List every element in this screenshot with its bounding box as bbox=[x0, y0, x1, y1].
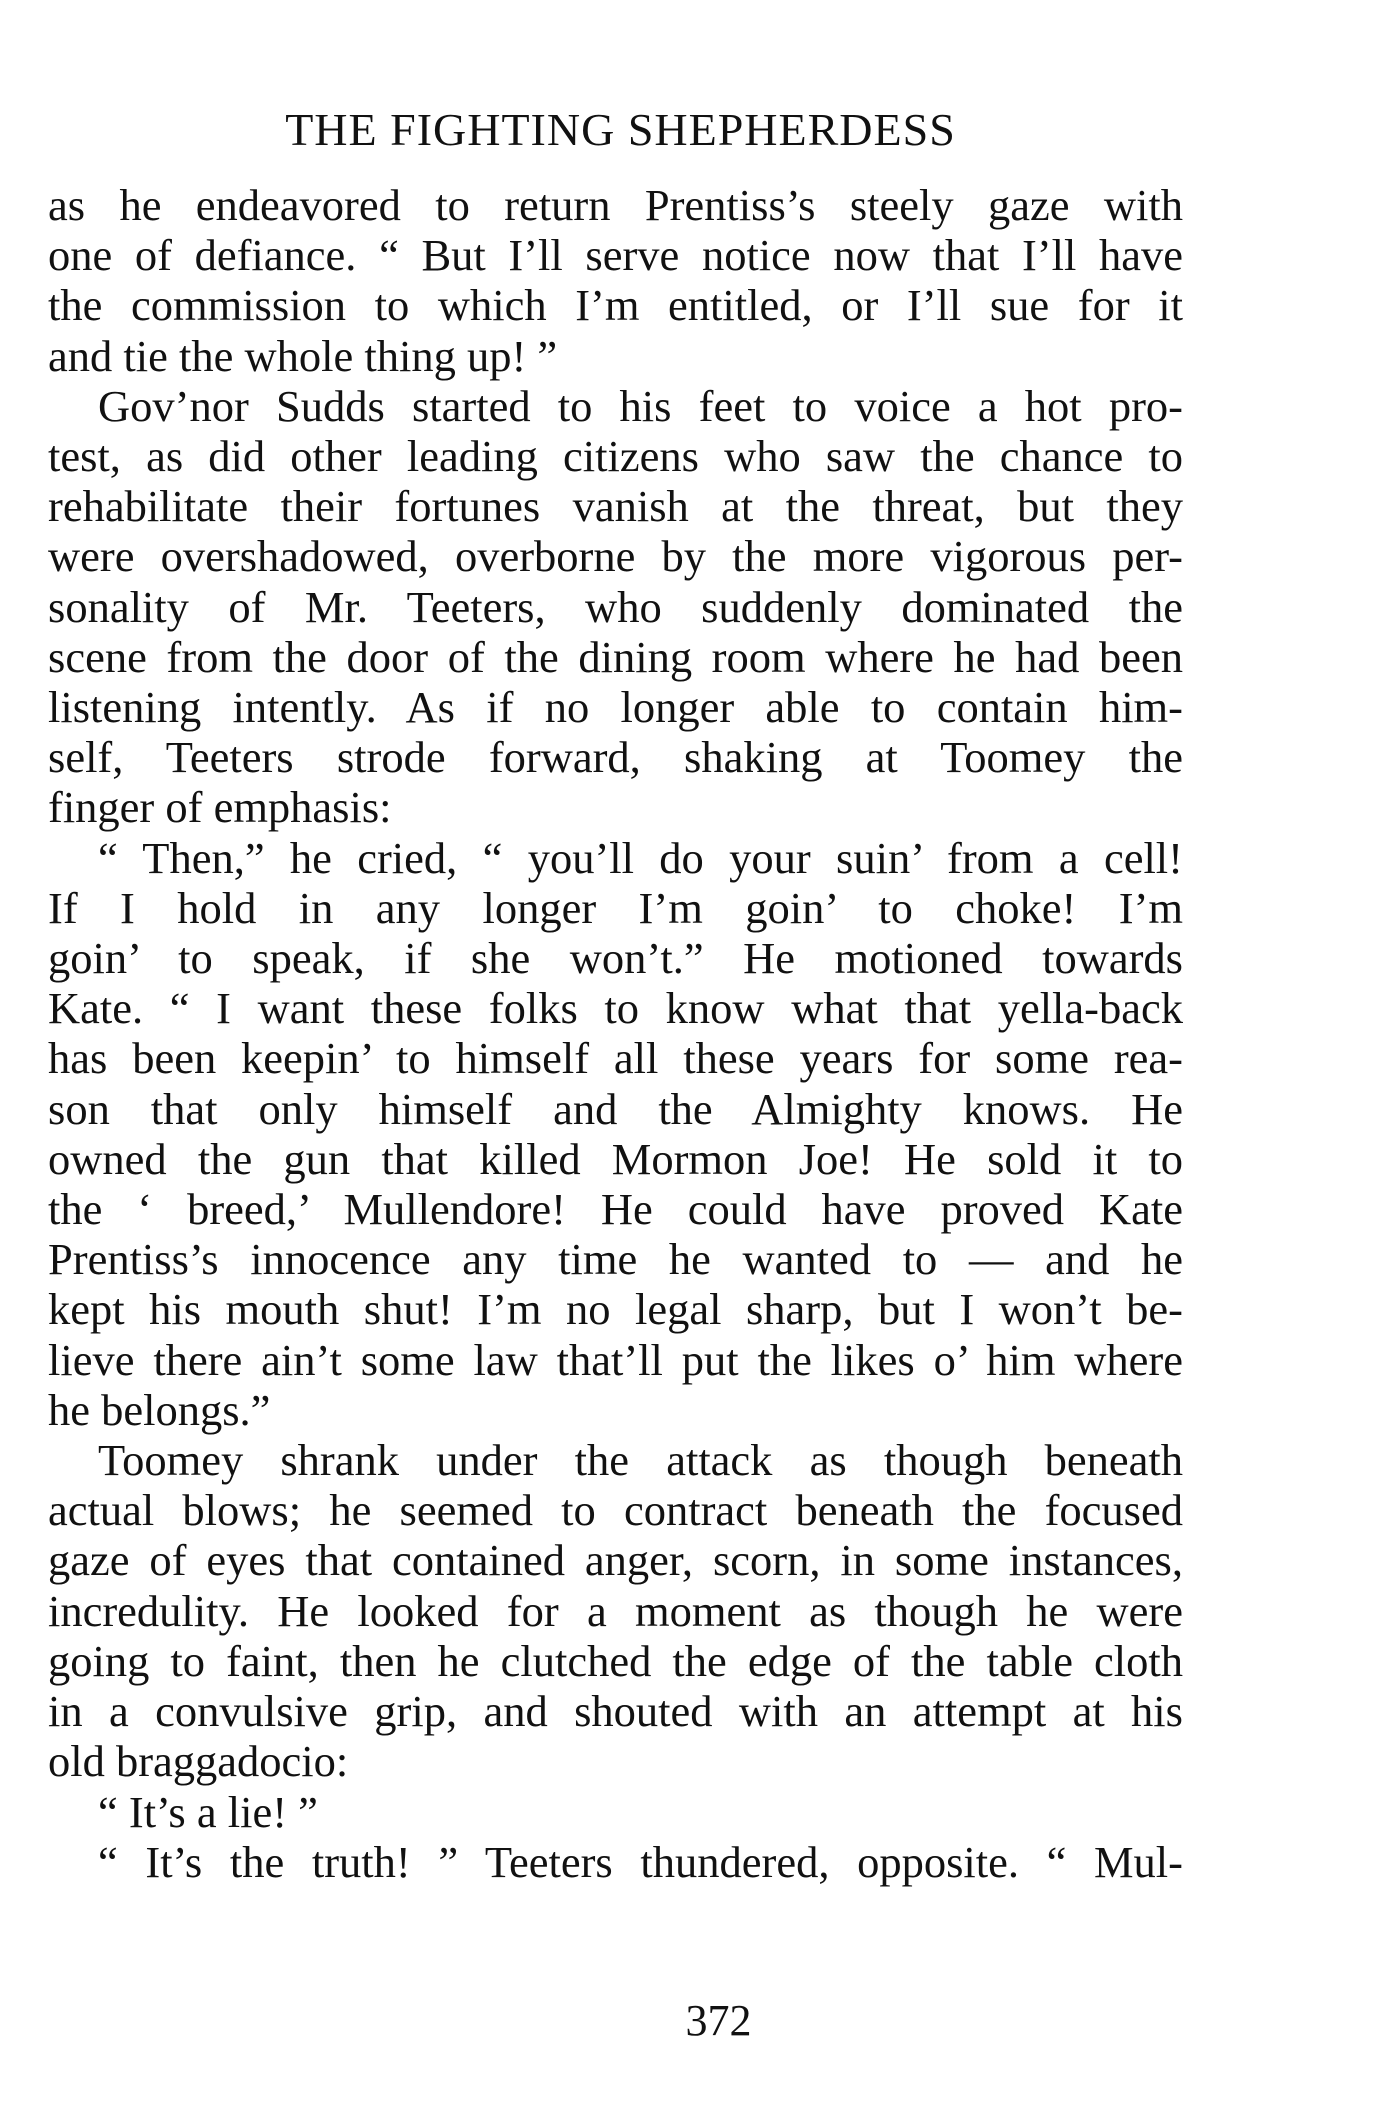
text-line: one of defiance. “ But I’ll serve notice now that I’ll have bbox=[48, 230, 1183, 281]
text-line: Toomey shrank under the attack as though beneath bbox=[98, 1435, 1183, 1486]
text-line: as he endeavored to return Prentiss’s steely gaze with bbox=[48, 180, 1183, 230]
text-line: test, as did other leading citizens who saw the chance to bbox=[48, 431, 1183, 482]
text-line: scene from the door of the dining room where he had been bbox=[48, 631, 1183, 682]
text-line: listening intently. As if no longer able to contain him- bbox=[48, 682, 1183, 733]
text-line: the commission to which I’m entitled, or I’ll sue for it bbox=[48, 280, 1183, 331]
text-line: owned the gun that killed Mormon Joe! He sold it to bbox=[48, 1133, 1183, 1184]
text-line: finger of emphasis: bbox=[48, 782, 392, 833]
text-line: sonality of Mr. Teeters, who suddenly dominated the bbox=[48, 581, 1183, 632]
text-line: has been keepin’ to himself all these years for some rea- bbox=[48, 1033, 1183, 1084]
text-line: “ It’s the truth! ” Teeters thundered, opposite. “ Mul- bbox=[98, 1836, 1183, 1887]
text-line: kept his mouth shut! I’m no legal sharp, but I won’t be- bbox=[48, 1284, 1183, 1335]
text-line: “ Then,” he cried, “ you’ll do your suin’ from a cell! bbox=[98, 832, 1183, 883]
book-page bbox=[48, 100, 1183, 1887]
text-line: lieve there ain’t some law that’ll put the likes o’ him where bbox=[48, 1334, 1183, 1385]
text-line: goin’ to speak, if she won’t.” He motioned towards bbox=[48, 933, 1183, 984]
text-line: gaze of eyes that contained anger, scorn, in some instances, bbox=[48, 1535, 1183, 1586]
text-line: actual blows; he seemed to contract beneath the focused bbox=[48, 1485, 1183, 1536]
text-line: and tie the whole thing up! ” bbox=[48, 330, 558, 381]
text-line: were overshadowed, overborne by the more vigorous per- bbox=[48, 531, 1183, 582]
text-line: “ It’s a lie! ” bbox=[98, 1786, 318, 1837]
text-line: old braggadocio: bbox=[48, 1736, 349, 1787]
text-line: in a convulsive grip, and shouted with an attempt at his bbox=[48, 1686, 1183, 1737]
text-line: Kate. “ I want these folks to know what that yella-back bbox=[48, 983, 1183, 1034]
text-line: the ‘ breed,’ Mullendore! He could have proved Kate bbox=[48, 1184, 1183, 1235]
text-line: he belongs.” bbox=[48, 1384, 271, 1435]
text-line: Prentiss’s innocence any time he wanted to — and he bbox=[48, 1234, 1183, 1285]
text-line: incredulity. He looked for a moment as though he were bbox=[48, 1585, 1183, 1636]
text-line: self, Teeters strode forward, shaking at Toomey the bbox=[48, 732, 1183, 783]
running-head: THE FIGHTING SHEPHERDESS bbox=[285, 104, 956, 155]
text-line: son that only himself and the Almighty knows. He bbox=[48, 1083, 1183, 1134]
text-line: going to faint, then he clutched the edge of the table cloth bbox=[48, 1635, 1183, 1686]
text-line: If I hold in any longer I’m goin’ to choke! I’m bbox=[48, 882, 1183, 933]
page-number: 372 bbox=[685, 1996, 752, 2045]
text-line: rehabilitate their fortunes vanish at the threat, but they bbox=[48, 481, 1183, 532]
body-text bbox=[48, 180, 1183, 1887]
text-line: Gov’nor Sudds started to his feet to voice a hot pro- bbox=[98, 380, 1183, 431]
